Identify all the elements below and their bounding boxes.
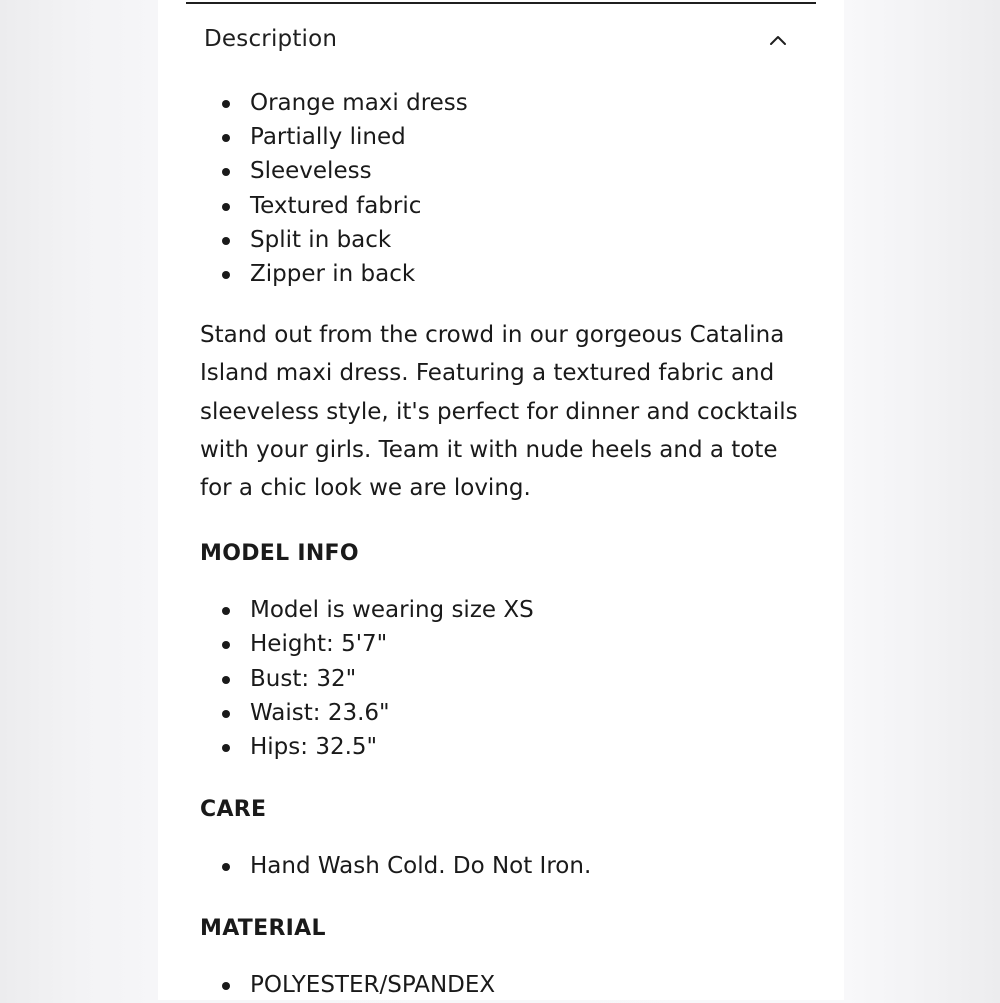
list-item: Split in back xyxy=(200,223,810,257)
list-item: Waist: 23.6" xyxy=(200,696,810,730)
chevron-up-icon[interactable] xyxy=(768,30,788,50)
list-item: Height: 5'7" xyxy=(200,627,810,661)
model-info-list xyxy=(200,593,810,764)
list-item: Bust: 32" xyxy=(200,662,810,696)
description-accordion-toggle[interactable] xyxy=(186,4,816,78)
list-item: Hips: 32.5" xyxy=(200,730,810,764)
material-heading: MATERIAL xyxy=(200,916,326,942)
model-info-heading: MODEL INFO xyxy=(200,541,359,567)
accordion-title: Description xyxy=(204,26,338,52)
list-item: Hand Wash Cold. Do Not Iron. xyxy=(200,849,810,883)
list-item: Sleeveless xyxy=(200,154,810,188)
list-item: Model is wearing size XS xyxy=(200,593,810,627)
list-item: POLYESTER/SPANDEX xyxy=(200,968,810,1002)
list-item: Textured fabric xyxy=(200,189,810,223)
care-list xyxy=(200,849,810,883)
feature-list xyxy=(200,86,810,291)
description-content xyxy=(200,86,810,1003)
list-item: Partially lined xyxy=(200,120,810,154)
care-heading: CARE xyxy=(200,797,267,823)
description-paragraph: Stand out from the crowd in our gorgeous Catalina Island maxi dress. Featuring a textured fabric and sleeveless style, it's perfect for dinner and cocktails with your girls. Team it with nude heels and a tote for a chic look we are loving. xyxy=(200,322,798,502)
material-list xyxy=(200,968,810,1002)
list-item: Zipper in back xyxy=(200,257,810,291)
list-item: Orange maxi dress xyxy=(200,86,810,120)
